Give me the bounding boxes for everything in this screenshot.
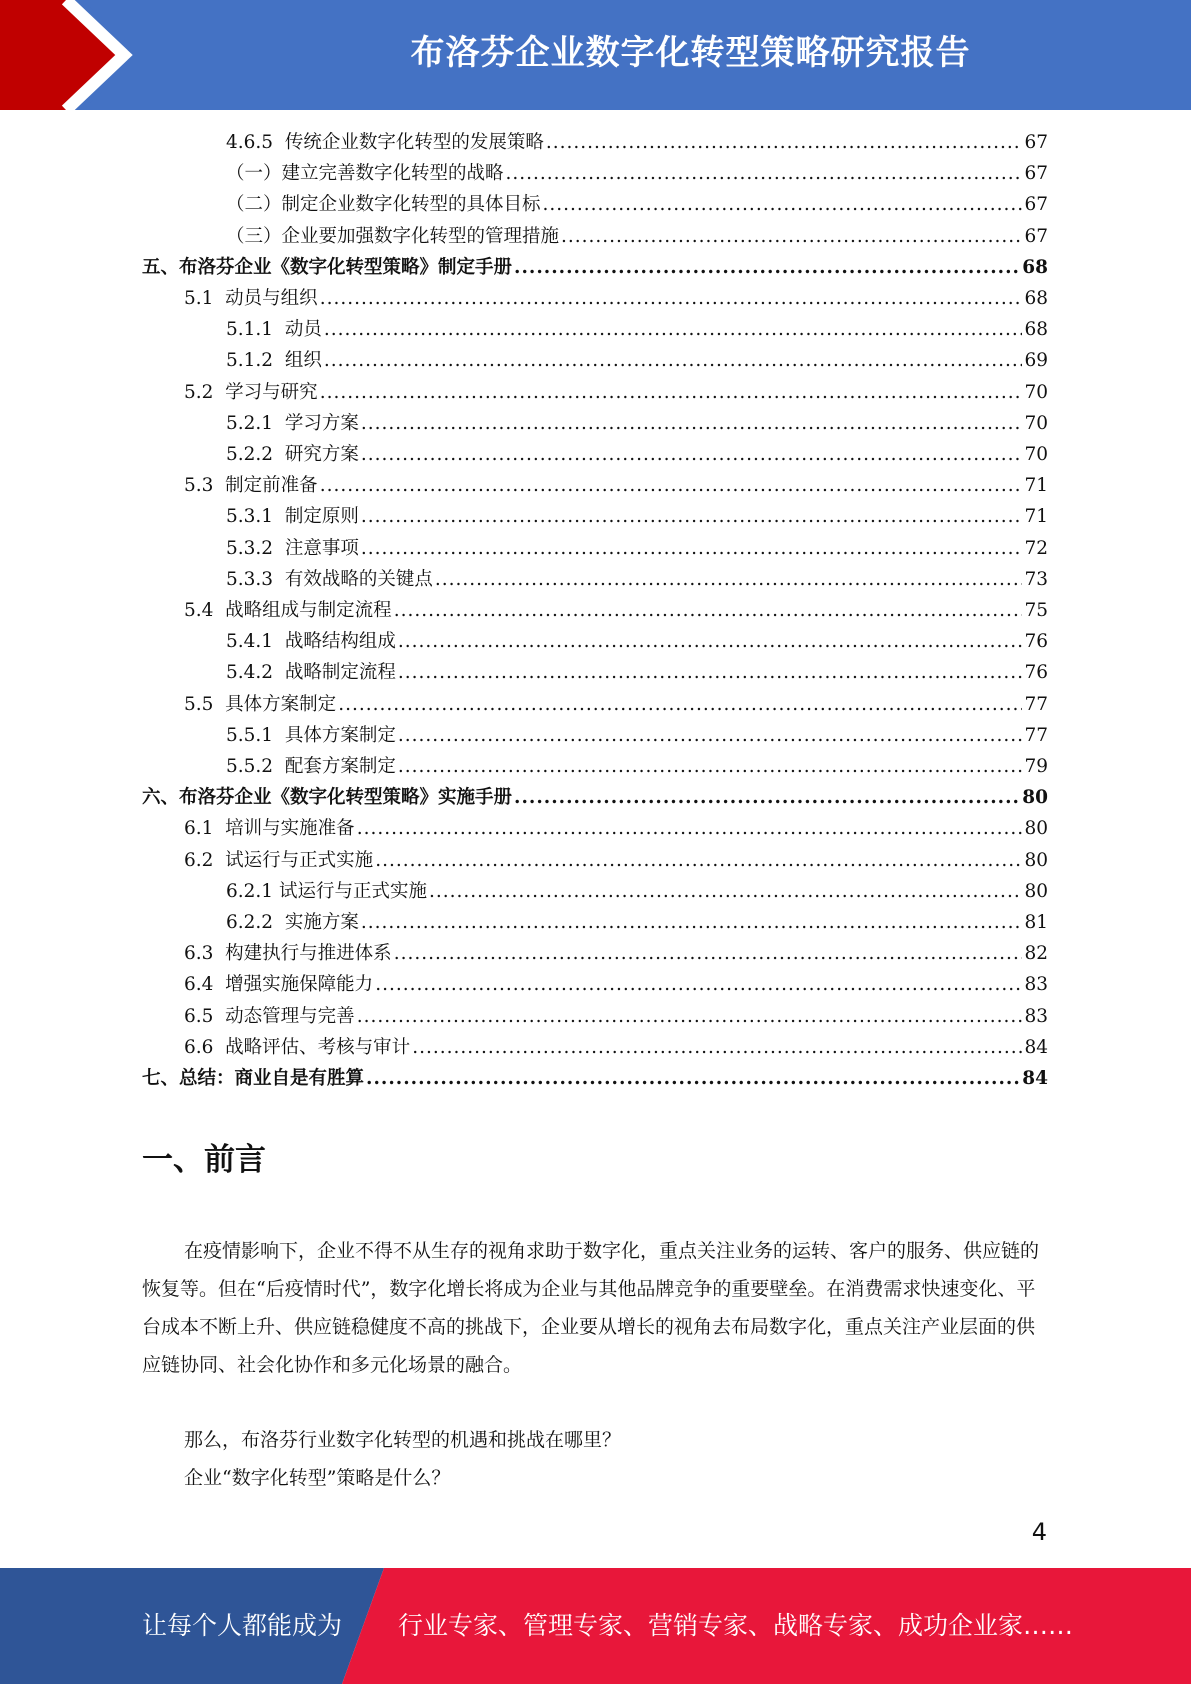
toc-entry[interactable]	[226, 908, 1048, 939]
toc-entry[interactable]	[226, 658, 1048, 689]
toc-entry-page: 79	[1024, 756, 1048, 777]
toc-entry-page: 70	[1024, 444, 1048, 465]
toc-entry[interactable]	[142, 253, 1048, 284]
toc-entry-title: 5.3.2 注意事项	[226, 537, 359, 559]
toc-entry-page: 67	[1024, 225, 1048, 247]
toc-entry-page: 80	[1022, 787, 1048, 809]
toc-leader-dots	[543, 194, 1023, 215]
toc-entry-title: （三）企业要加强数字化转型的管理措施	[226, 225, 560, 247]
toc-entry-title: 七、总结：商业自是有胜算	[142, 1068, 365, 1089]
toc-entry-page: 68	[1022, 256, 1048, 278]
header-arrow-decoration	[0, 0, 160, 110]
toc-entry[interactable]	[142, 783, 1048, 814]
toc-leader-dots	[398, 725, 1023, 746]
toc-leader-dots	[514, 787, 1020, 808]
toc-entry-page: 77	[1024, 693, 1048, 715]
toc-entry-title: 6.5 动态管理与完善	[184, 1005, 355, 1027]
toc-entry-title: 6.1 培训与实施准备	[184, 818, 355, 840]
toc-entry-title: （一）建立完善数字化转型的战略	[226, 163, 504, 185]
toc-entry-title: 6.2 试运行与正式实施	[184, 849, 374, 871]
toc-entry-title: 4.6.5 传统企业数字化转型的发展策略	[226, 132, 544, 153]
toc-entry-title: 6.2.1 试运行与正式实施	[226, 880, 427, 902]
section-heading: 一、前言	[142, 1142, 266, 1178]
toc-leader-dots	[394, 600, 1023, 621]
toc-leader-dots	[546, 132, 1023, 153]
toc-entry[interactable]	[226, 534, 1048, 565]
toc-entry-page: 68	[1024, 319, 1048, 341]
toc-entry[interactable]	[184, 596, 1048, 627]
toc-entry-title: 5.1 动员与组织	[184, 288, 318, 309]
toc-entry-page: 67	[1024, 163, 1048, 185]
toc-entry-page: 71	[1024, 506, 1048, 528]
toc-entry-page: 67	[1024, 194, 1048, 216]
toc-entry-page: 68	[1024, 288, 1048, 309]
toc-entry-page: 76	[1024, 662, 1048, 684]
toc-leader-dots	[338, 694, 1022, 715]
toc-leader-dots	[320, 475, 1023, 496]
toc-entry[interactable]	[226, 222, 1048, 253]
toc-entry[interactable]	[184, 846, 1048, 877]
toc-entry[interactable]	[184, 1033, 1048, 1064]
toc-leader-dots	[375, 974, 1022, 995]
toc-entry-title: 5.1.2 组织	[226, 350, 322, 372]
toc-entry-page: 77	[1024, 724, 1048, 746]
footer-slogan-left: 让每个人都能成为	[142, 1611, 343, 1640]
toc-leader-dots	[357, 818, 1023, 839]
toc-leader-dots	[561, 226, 1022, 247]
toc-entry-page: 84	[1022, 1068, 1048, 1089]
toc-entry-page: 72	[1024, 537, 1048, 559]
toc-entry-page: 80	[1024, 818, 1048, 840]
toc-entry-title: 6.2.2 实施方案	[226, 912, 359, 933]
toc-entry-page: 70	[1024, 381, 1048, 403]
toc-entry-title: （二）制定企业数字化转型的具体目标	[226, 194, 541, 216]
toc-entry[interactable]	[184, 284, 1048, 315]
toc-leader-dots	[320, 288, 1023, 309]
toc-leader-dots	[398, 756, 1023, 777]
toc-entry[interactable]	[142, 1064, 1048, 1095]
toc-entry-page: 83	[1024, 1005, 1048, 1027]
toc-leader-dots	[320, 382, 1023, 403]
toc-entry[interactable]	[226, 190, 1048, 221]
toc-entry[interactable]	[226, 752, 1048, 783]
toc-entry[interactable]	[226, 346, 1048, 377]
toc-entry[interactable]	[226, 565, 1048, 596]
toc-entry-title: 6.3 构建执行与推进体系	[184, 943, 392, 965]
question-line-2: 企业“数字化转型”策略是什么？	[184, 1467, 451, 1489]
page-header	[0, 0, 1191, 110]
toc-leader-dots	[506, 163, 1023, 184]
toc-entry-title: 5.5.1 具体方案制定	[226, 724, 396, 746]
page-number: 4	[1031, 1518, 1047, 1546]
toc-entry-page: 80	[1024, 880, 1048, 902]
toc-entry[interactable]	[226, 627, 1048, 658]
toc-leader-dots	[361, 413, 1023, 434]
toc-entry-title: 5.2.2 研究方案	[226, 444, 359, 465]
toc-entry[interactable]	[226, 877, 1048, 908]
toc-entry-title: 5.5.2 配套方案制定	[226, 756, 396, 777]
toc-leader-dots	[429, 881, 1022, 902]
toc-entry-page: 80	[1024, 849, 1048, 871]
toc-entry-page: 69	[1024, 350, 1048, 372]
toc-entry-title: 5.3.3 有效战略的关键点	[226, 568, 433, 590]
toc-entry-title: 6.4 增强实施保障能力	[184, 974, 374, 996]
toc-entry-title: 5.4 战略组成与制定流程	[184, 600, 392, 621]
toc-entry-title: 5.1.1 动员	[226, 319, 322, 341]
toc-leader-dots	[435, 569, 1023, 590]
toc-leader-dots	[412, 1037, 1022, 1058]
toc-leader-dots	[398, 662, 1023, 683]
toc-entry[interactable]	[184, 970, 1048, 1001]
intro-paragraph: 在疫情影响下，企业不得不从生存的视角求助于数字化，重点关注业务的运转、客户的服务、供应链的恢复等。但在“后疫情时代”，数字化增长将成为企业与其他品牌竞争的重要壁垒。在消费需求快速变化、平台成本不断上升、供应链稳健度不高的挑战下，企业要从增长的视角去布局数字化，重点关注产业层面的供应链协同、社会化协作和多元化场景的融合。	[142, 1240, 1040, 1376]
toc-entry-page: 81	[1024, 912, 1048, 933]
toc-leader-dots	[361, 912, 1023, 933]
toc-entry-page: 82	[1024, 943, 1048, 965]
toc-entry-page: 73	[1024, 568, 1048, 590]
toc-entry[interactable]	[184, 939, 1048, 970]
toc-entry-page: 76	[1024, 631, 1048, 653]
toc-leader-dots	[357, 1006, 1023, 1027]
toc-leader-dots	[361, 506, 1023, 527]
toc-entry-title: 6.6 战略评估、考核与审计	[184, 1036, 411, 1058]
toc-leader-dots	[394, 943, 1023, 964]
toc-entry-page: 71	[1024, 475, 1048, 497]
toc-entry-title: 5.3.1 制定原则	[226, 506, 359, 528]
toc-entry[interactable]	[184, 1002, 1048, 1033]
toc-entry-title: 5.4.2 战略制定流程	[226, 662, 396, 684]
toc-leader-dots	[514, 257, 1020, 278]
toc-leader-dots	[324, 319, 1023, 340]
toc-entry[interactable]	[226, 721, 1048, 752]
toc-leader-dots	[375, 850, 1022, 871]
toc-entry-page: 75	[1024, 600, 1048, 621]
question-line-1: 那么，布洛芬行业数字化转型的机遇和挑战在哪里？	[184, 1429, 622, 1451]
report-title: 布洛芬企业数字化转型策略研究报告	[410, 33, 971, 73]
toc-entry-page: 83	[1024, 974, 1048, 996]
toc-entry[interactable]	[184, 814, 1048, 845]
toc-entry[interactable]	[184, 378, 1048, 409]
toc-entry-page: 84	[1024, 1036, 1048, 1058]
toc-entry-title: 5.3 制定前准备	[184, 475, 318, 497]
toc-leader-dots	[398, 631, 1023, 652]
toc-leader-dots	[366, 1068, 1020, 1089]
toc-entry-title: 5.2.1 学习方案	[226, 412, 359, 434]
toc-entry-title: 5.4.1 战略结构组成	[226, 631, 396, 653]
toc-entry[interactable]	[184, 690, 1048, 721]
toc-entry[interactable]	[226, 128, 1048, 159]
toc-entry[interactable]	[226, 159, 1048, 190]
toc-entry[interactable]	[226, 502, 1048, 533]
toc-entry[interactable]	[226, 409, 1048, 440]
footer-slogan-right: 行业专家、管理专家、营销专家、战略专家、成功企业家……	[398, 1611, 1074, 1640]
toc-entry-title: 5.2 学习与研究	[184, 381, 318, 403]
toc-entry-page: 70	[1024, 412, 1048, 434]
toc-entry[interactable]	[226, 440, 1048, 471]
toc-entry-title: 六、布洛芬企业《数字化转型策略》实施手册	[142, 787, 513, 809]
toc-entry[interactable]	[184, 471, 1048, 502]
toc-entry-page: 67	[1024, 132, 1048, 153]
toc-entry-title: 5.5 具体方案制定	[184, 693, 337, 715]
page-footer	[0, 1568, 1191, 1684]
toc-leader-dots	[361, 538, 1023, 559]
toc-leader-dots	[361, 444, 1023, 465]
toc-leader-dots	[324, 350, 1023, 371]
toc-entry-title: 五、布洛芬企业《数字化转型策略》制定手册	[142, 256, 513, 278]
toc-entry[interactable]	[226, 315, 1048, 346]
